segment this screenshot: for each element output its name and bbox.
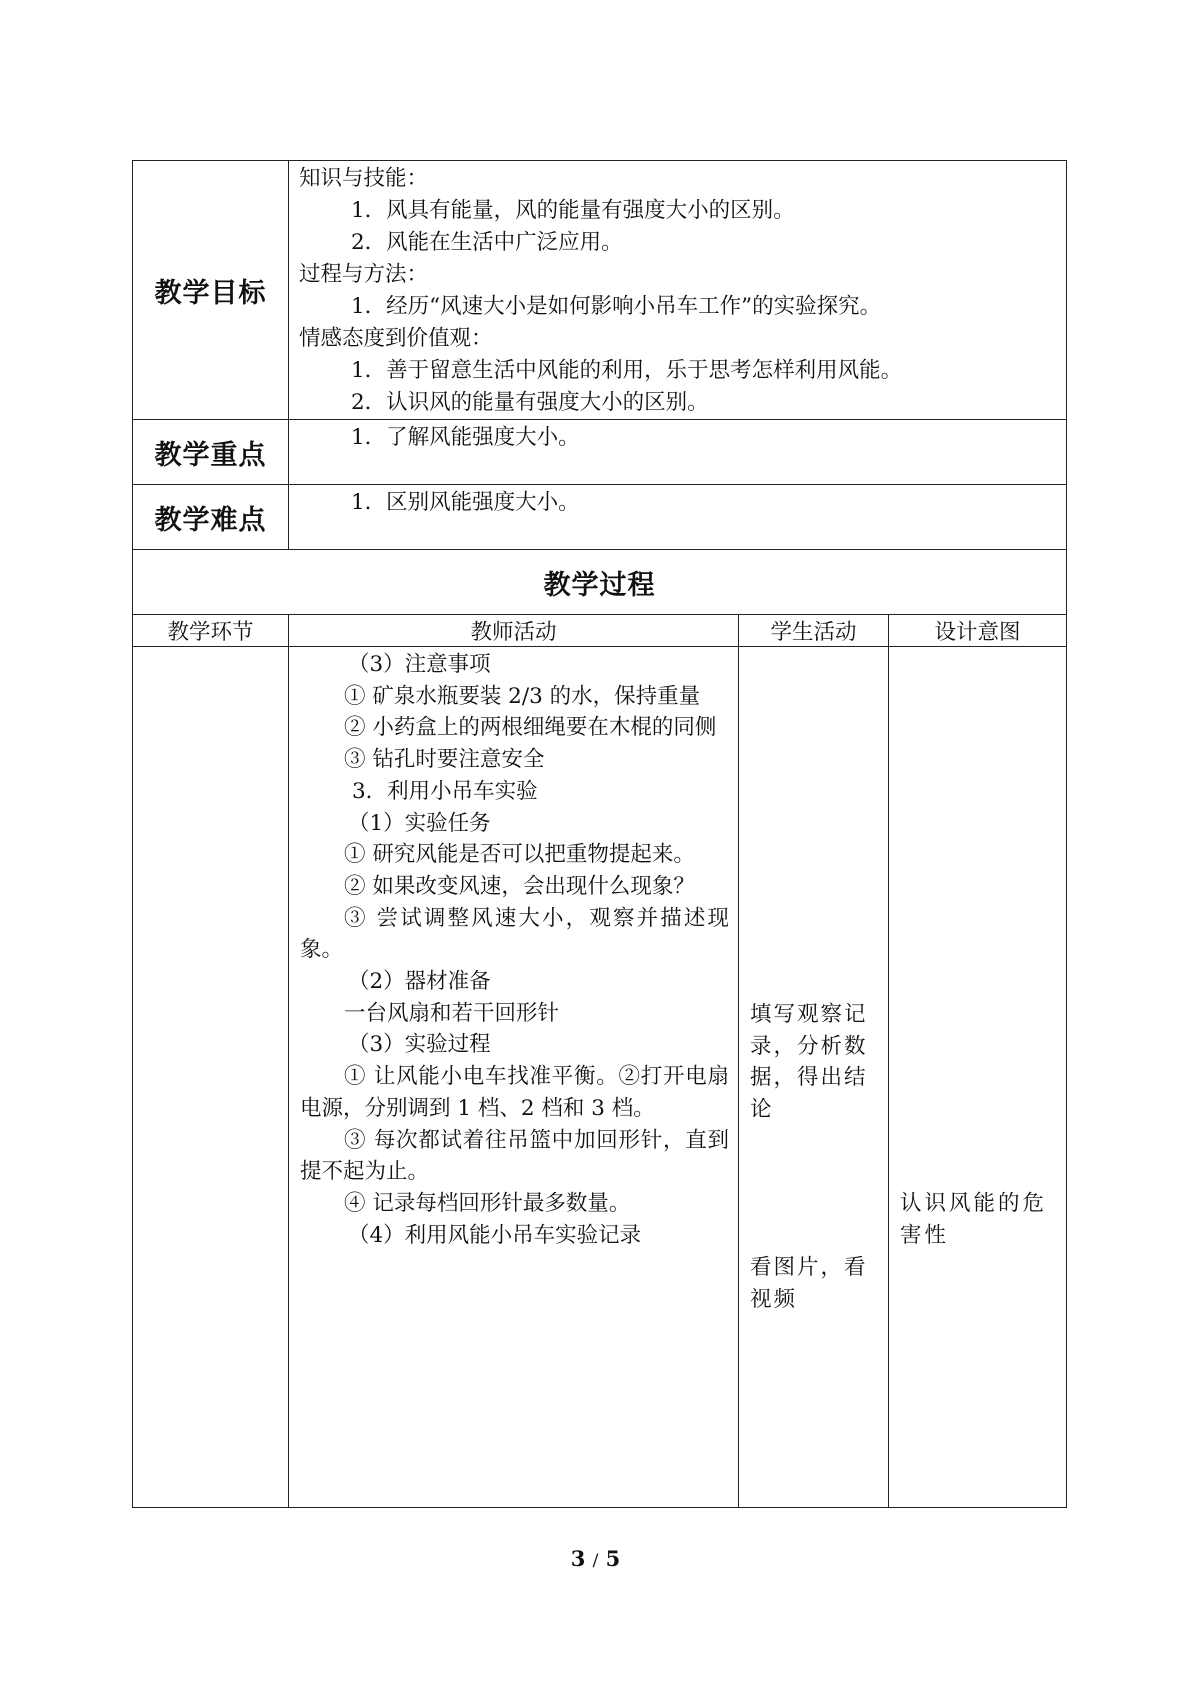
column-header: 教学环节 bbox=[133, 615, 289, 647]
column-header: 学生活动 bbox=[739, 615, 889, 647]
key-point-row bbox=[133, 420, 1067, 485]
teacher-line: （4）利用风能小吊车实验记录 bbox=[348, 1222, 642, 1248]
teacher-line: （2）器材准备 bbox=[348, 969, 491, 995]
objective-item: 2．认识风的能量有强度大小的区别。 bbox=[351, 390, 709, 415]
objectives-label: 教学目标 bbox=[133, 161, 289, 420]
teacher-line: 一台风扇和若干回形针 bbox=[344, 1000, 560, 1026]
teacher-line: ③ 每次都试着往吊篮中加回形针，直到提不起为止。 bbox=[300, 1127, 729, 1185]
objectives-content bbox=[289, 161, 1067, 420]
total-pages: 5 bbox=[605, 1546, 621, 1571]
process-title: 教学过程 bbox=[133, 550, 1067, 615]
student-note: 看图片，看视频 bbox=[750, 1255, 868, 1312]
teacher-line: （1）实验任务 bbox=[348, 810, 491, 836]
process-title-row bbox=[133, 550, 1067, 615]
objective-heading: 知识与技能： bbox=[299, 166, 429, 191]
page-number bbox=[0, 1546, 1191, 1571]
column-header: 设计意图 bbox=[889, 615, 1067, 647]
teacher-activity-cell bbox=[289, 647, 739, 1508]
stage-cell bbox=[133, 647, 289, 1508]
difficulty-label: 教学难点 bbox=[133, 485, 289, 550]
teacher-line: ② 小药盒上的两根细绳要在木棍的同侧 bbox=[344, 715, 717, 741]
teacher-line: ④ 记录每档回形针最多数量。 bbox=[344, 1190, 631, 1216]
teacher-line: （3）实验过程 bbox=[348, 1032, 491, 1058]
teacher-line: ① 让风能小电车找准平衡。②打开电扇电源，分别调到 1 档、2 档和 3 档。 bbox=[300, 1064, 729, 1121]
student-activity-cell bbox=[739, 647, 889, 1508]
teacher-line: （3）注意事项 bbox=[348, 652, 491, 677]
teacher-line: ① 矿泉水瓶要装 2/3 的水，保持重量 bbox=[344, 683, 701, 709]
difficulty-text: 1．区别风能强度大小。 bbox=[351, 490, 580, 515]
objective-item: 1．风具有能量，风的能量有强度大小的区别。 bbox=[351, 198, 795, 223]
design-intent-cell bbox=[889, 647, 1067, 1508]
objective-heading: 过程与方法： bbox=[299, 262, 429, 287]
teacher-line: ② 如果改变风速，会出现什么现象？ bbox=[344, 873, 695, 899]
teacher-line: ① 研究风能是否可以把重物提起来。 bbox=[344, 842, 695, 868]
teacher-line: ③ 尝试调整风速大小，观察并描述现象。 bbox=[300, 905, 729, 963]
objectives-row bbox=[133, 161, 1067, 420]
lesson-plan-table bbox=[132, 160, 1067, 1508]
process-body-row bbox=[133, 647, 1067, 1508]
objective-item: 2．风能在生活中广泛应用。 bbox=[351, 230, 623, 255]
key-point-label: 教学重点 bbox=[133, 420, 289, 485]
teacher-line: 3．利用小吊车实验 bbox=[352, 778, 538, 804]
column-header: 教师活动 bbox=[289, 615, 739, 647]
student-note: 填写观察记录，分析数据，得出结论 bbox=[750, 1002, 868, 1123]
current-page: 3 bbox=[570, 1546, 586, 1571]
page-separator: / bbox=[592, 1551, 599, 1571]
objective-heading: 情感态度到价值观： bbox=[299, 326, 493, 351]
process-header-row bbox=[133, 615, 1067, 647]
key-point-text: 1．了解风能强度大小。 bbox=[351, 425, 580, 450]
teacher-line: ③ 钻孔时要注意安全 bbox=[344, 747, 545, 773]
objective-item: 1．善于留意生活中风能的利用，乐于思考怎样利用风能。 bbox=[351, 358, 903, 383]
difficulty-row bbox=[133, 485, 1067, 550]
objective-item: 1．经历“风速大小是如何影响小吊车工作”的实验探究。 bbox=[351, 294, 882, 319]
intent-note: 认识风能的危害性 bbox=[900, 1191, 1048, 1248]
